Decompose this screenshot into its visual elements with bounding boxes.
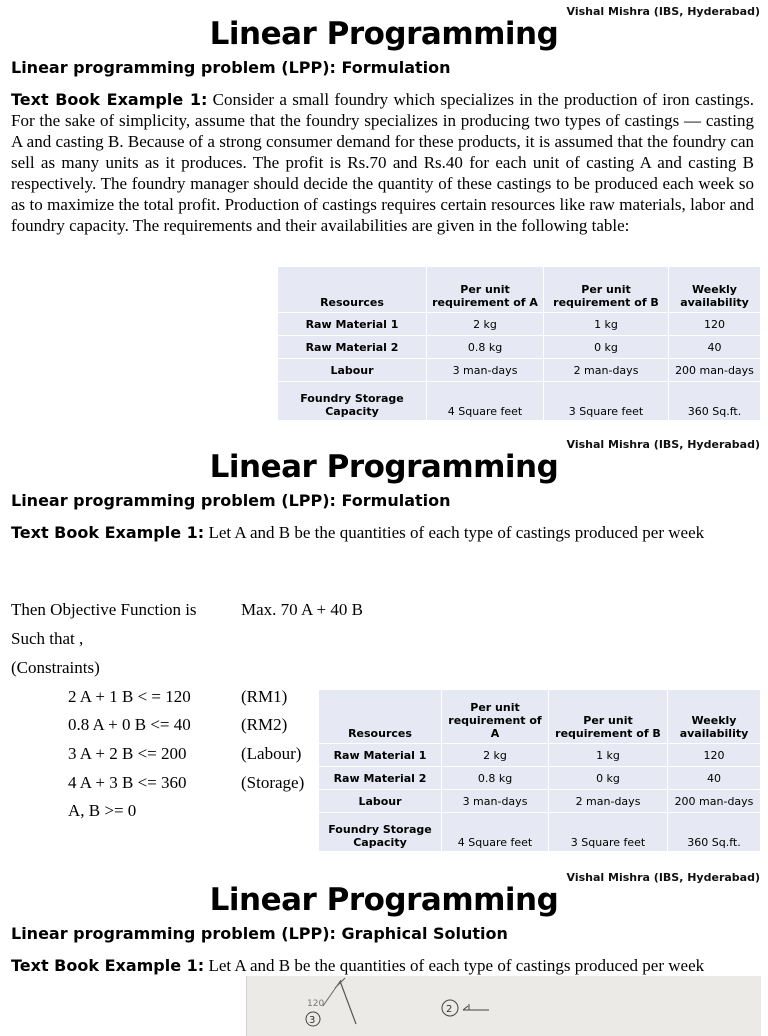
table-header: Per unit requirement of B <box>544 267 669 313</box>
table-cell: 120 <box>668 744 761 767</box>
table-row <box>278 382 761 421</box>
constraint-expr: 2 A + 1 B < = 120 <box>68 687 191 706</box>
slide-subtitle: Linear programming problem (LPP): Graphical Solution <box>11 924 508 943</box>
handwritten-graph-photo <box>246 976 761 1036</box>
table-cell: 360 Sq.ft. <box>668 813 761 852</box>
constraint-tag: (Storage) <box>241 773 305 792</box>
table-cell: 3 man-days <box>427 359 544 382</box>
graph-sketch <box>247 976 761 1036</box>
table-header: Resources <box>278 267 427 313</box>
table-cell: Labour <box>278 359 427 382</box>
example-body: Let A and B be the quantities of each type of castings produced per week <box>208 523 705 542</box>
resource-table <box>277 266 761 421</box>
table-header: Per unit requirement of A <box>427 267 544 313</box>
table-cell: 2 man-days <box>549 790 668 813</box>
table-cell: 40 <box>668 767 761 790</box>
table-cell: 40 <box>669 336 761 359</box>
table-cell: 200 man-days <box>668 790 761 813</box>
table-header: Weekly availability <box>669 267 761 313</box>
table-header: Resources <box>319 690 442 744</box>
table-row <box>278 359 761 382</box>
table-cell: 2 man-days <box>544 359 669 382</box>
table-header: Weekly availability <box>668 690 761 744</box>
constraint-tag: (RM1) <box>241 687 288 706</box>
table-cell: 0.8 kg <box>442 767 549 790</box>
table-cell: Foundry Storage Capacity <box>278 382 427 421</box>
table-cell: Raw Material 1 <box>319 744 442 767</box>
table-row <box>319 813 761 852</box>
constraints-label: (Constraints) <box>11 658 100 677</box>
table-row <box>319 767 761 790</box>
objective-label: Then Objective Function is <box>11 600 197 619</box>
constraint-tag: (RM2) <box>241 715 288 734</box>
sketch-label: 3 <box>309 1015 316 1026</box>
example-paragraph <box>11 955 754 976</box>
sketch-arrow <box>463 1006 468 1010</box>
sketch-line <box>323 980 341 1006</box>
table-cell: 4 Square feet <box>427 382 544 421</box>
table-row <box>319 790 761 813</box>
table-header: Per unit requirement of A <box>442 690 549 744</box>
slide-subtitle: Linear programming problem (LPP): Formulation <box>11 491 451 510</box>
constraint-tag: (Labour) <box>241 744 302 763</box>
slide-title: Linear Programming <box>209 449 559 485</box>
slide-subtitle: Linear programming problem (LPP): Formulation <box>11 58 451 77</box>
table-cell: 1 kg <box>549 744 668 767</box>
table-cell: 3 man-days <box>442 790 549 813</box>
resource-table <box>318 689 761 852</box>
table-cell: 0.8 kg <box>427 336 544 359</box>
table-header: Per unit requirement of B <box>549 690 668 744</box>
table-cell: Labour <box>319 790 442 813</box>
table-cell: Raw Material 2 <box>319 767 442 790</box>
example-body: Let A and B be the quantities of each type of castings produced per week <box>208 956 705 975</box>
constraint-expr: 3 A + 2 B <= 200 <box>68 744 187 763</box>
table-row <box>278 336 761 359</box>
table-cell: 0 kg <box>549 767 668 790</box>
table-cell: 360 Sq.ft. <box>669 382 761 421</box>
constraint-expr: 4 A + 3 B <= 360 <box>68 773 187 792</box>
example-paragraph <box>11 89 754 236</box>
table-row <box>278 313 761 336</box>
table-row <box>319 744 761 767</box>
author-credit: Vishal Mishra (IBS, Hyderabad) <box>566 871 760 884</box>
table-cell: 0 kg <box>544 336 669 359</box>
table-cell: 3 Square feet <box>549 813 668 852</box>
table-cell: 120 <box>669 313 761 336</box>
example-body: Consider a small foundry which specializes in the production of iron castings. For the sake of simplicity, assume that the foundry specializes in producing two types of castings — casting A and casting B. Because of a strong consumer demand for these products, it is assumed that the foundry can sell as many units as it produces. The profit is Rs.70 and Rs.40 for each unit of casting A and casting B respectively. The foundry manager should decide the quantity of these castings to be produced each week so as to maximize the total profit. Production of castings requires certain resources like raw materials, labor and foundry capacity. The requirements and their availabilities are given in the following table: <box>11 90 755 235</box>
author-credit: Vishal Mishra (IBS, Hyderabad) <box>566 438 760 451</box>
slide-title: Linear Programming <box>209 16 559 52</box>
example-paragraph <box>11 522 754 543</box>
table-cell: 2 kg <box>442 744 549 767</box>
author-credit: Vishal Mishra (IBS, Hyderabad) <box>566 5 760 18</box>
example-lead: Text Book Example 1: <box>11 956 205 975</box>
table-cell: Raw Material 1 <box>278 313 427 336</box>
sketch-line <box>340 981 356 1024</box>
objective-function: Max. 70 A + 40 B <box>241 600 363 619</box>
table-cell: Raw Material 2 <box>278 336 427 359</box>
sketch-label: 120 <box>307 999 325 1009</box>
table-cell: 4 Square feet <box>442 813 549 852</box>
table-cell: 3 Square feet <box>544 382 669 421</box>
example-lead: Text Book Example 1: <box>11 90 208 109</box>
slide-title: Linear Programming <box>209 882 559 918</box>
constraint-expr: A, B >= 0 <box>68 801 137 820</box>
table-cell: 2 kg <box>427 313 544 336</box>
table-cell: 200 man-days <box>669 359 761 382</box>
such-that-label: Such that , <box>11 629 84 648</box>
table-cell: Foundry Storage Capacity <box>319 813 442 852</box>
example-lead: Text Book Example 1: <box>11 523 205 542</box>
table-cell: 1 kg <box>544 313 669 336</box>
sketch-label: 2 <box>446 1004 453 1015</box>
constraint-expr: 0.8 A + 0 B <= 40 <box>68 715 191 734</box>
